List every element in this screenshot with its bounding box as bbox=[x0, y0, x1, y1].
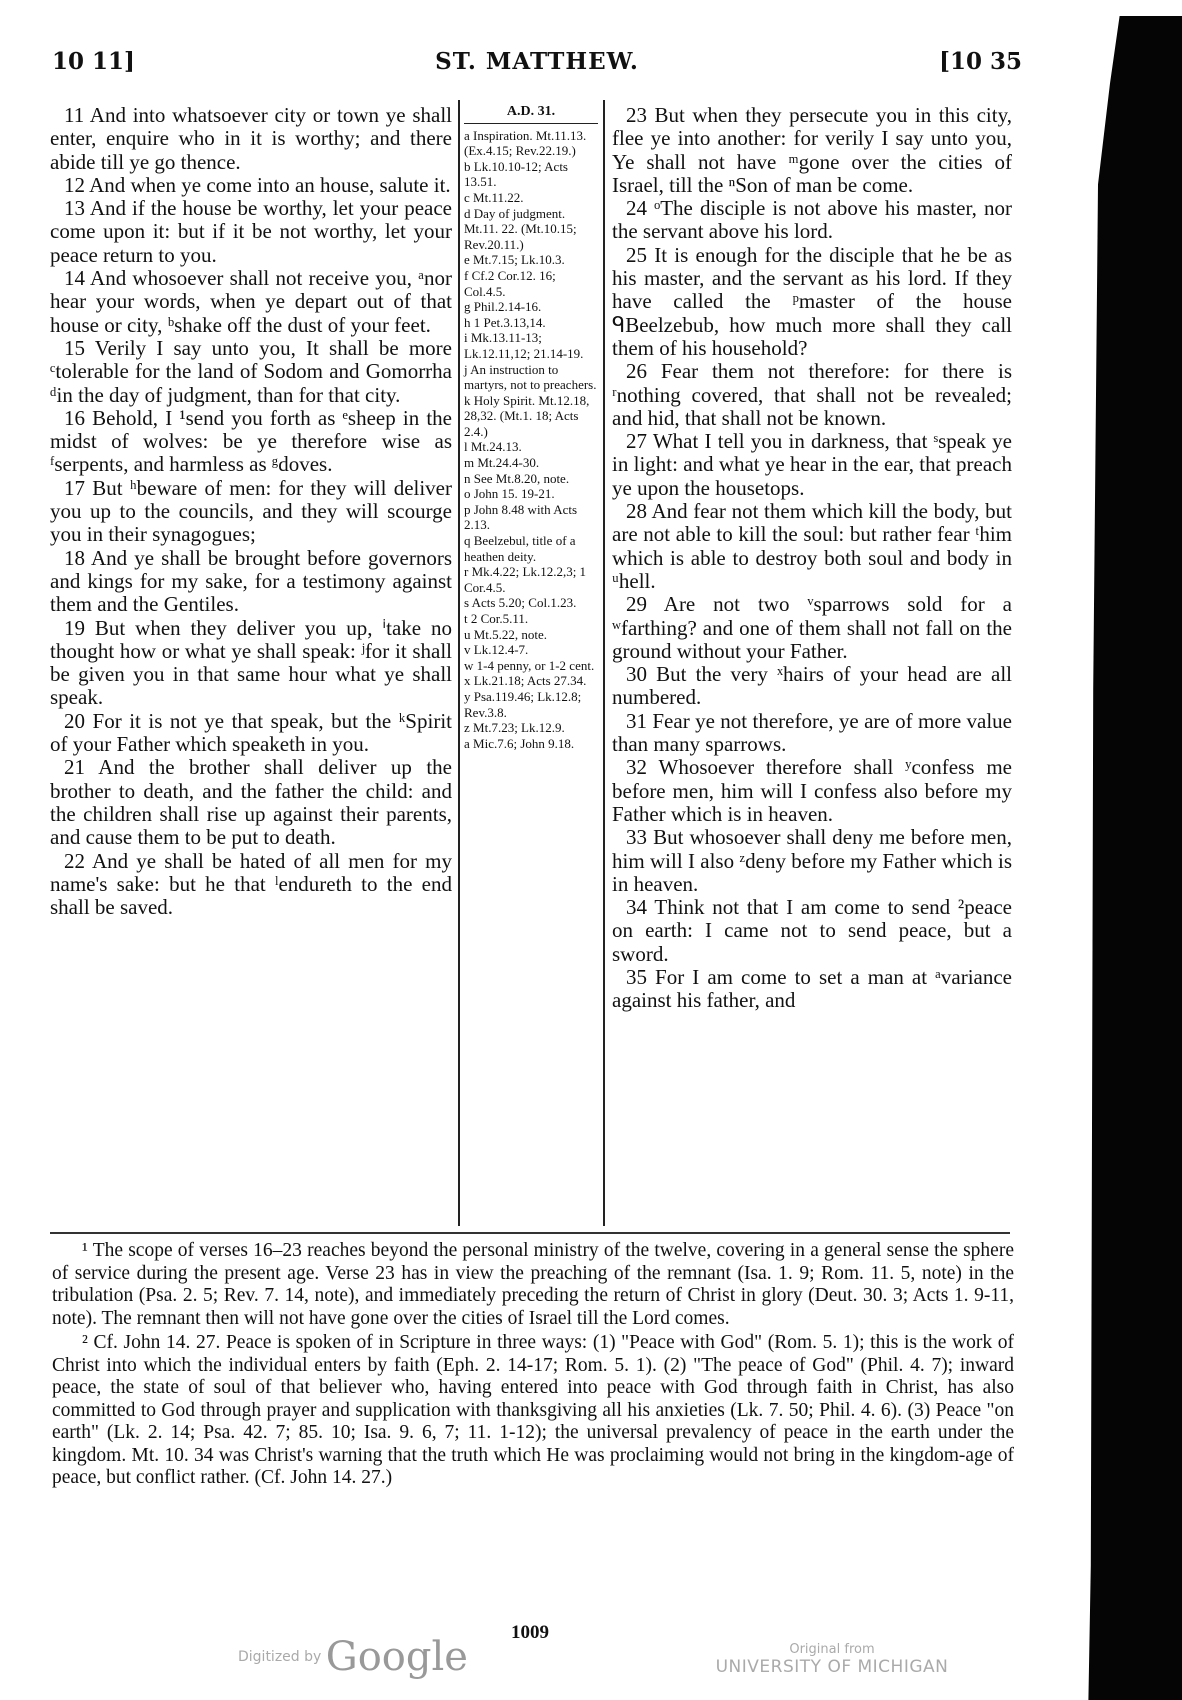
ref-item: l Mt.24.13. bbox=[464, 439, 522, 455]
ref-item: t 2 Cor.5.11. bbox=[464, 611, 529, 626]
ref-item: k Holy Spirit. Mt.12.18, 28,32. (Mt.1. 18; Acts 2.4.) bbox=[464, 392, 590, 439]
verse-22: 22 And ye shall be hated of all men for my name's sake: but he that ˡendureth to the end shall be saved. bbox=[50, 848, 452, 920]
column-rule-left bbox=[458, 100, 460, 1226]
verse-26: 26 Fear them not therefore: for there is ʳnothing covered, that shall not be revealed; and hid, that shall not be known. bbox=[612, 359, 1012, 430]
running-header bbox=[52, 48, 1022, 84]
ref-item: h 1 Pet.3.13,14. bbox=[464, 314, 546, 330]
verse-18: 18 And ye shall be brought before governors and kings for my sake, for a testimony against them and the Gentiles. bbox=[50, 545, 452, 617]
verse-31: 31 Fear ye not therefore, ye are of more value than many sparrows. bbox=[612, 708, 1012, 757]
ref-item: b Lk.10.10-12; Acts 13.51. bbox=[464, 158, 568, 190]
ref-item: a Mic.7.6; John 9.18. bbox=[464, 735, 575, 751]
verse-11: 11 And into whatsoever city or town ye shall enter, enquire who in it is worthy; and there abide till ye go thence. bbox=[50, 103, 452, 174]
ref-item: o John 15. 19-21. bbox=[464, 486, 555, 502]
verse-21: 21 And the brother shall deliver up the brother to death, and the father the child: and the children shall rise up against their parents, and cause them to be put to death. bbox=[50, 755, 452, 850]
verse-20: 20 For it is not ye that speak, but the ᵏSpirit of your Father which speaketh in you. bbox=[50, 708, 452, 757]
verse-32: 32 Whosoever therefore shall ʸconfess me before men, him will I confess also before my Father which is in heaven. bbox=[612, 755, 1012, 826]
footnote-2: ² Cf. John 14. 27. Peace is spoken of in Scripture in three ways: (1) "Peace with God" (Rom. 5. 1); this is the work of Christ into which the individual enters by faith (Eph. 2. 14-17; Rom. 5. 1). (2) "The peace of God" (Phil. 4. 7); inward peace, the state of soul of that believer who, having entered into peace with God through faith in Christ, has also committed to God through prayer and supplication with thanksgiving all his anxieties (Lk. 7. 50; Phil. 4. 6). (3) Peace "on earth" (Lk. 2. 14; Psa. 42. 7; 85. 10; Isa. 9. 6, 7; 11. 1-12); the universal prevalency of peace in the earth under the kingdom. Mt. 10. 34 was Christ's warning that the truth which He was proclaiming would not bring in the kingdom-age of peace, but conflict rather. (Cf. John 14. 27.) bbox=[52, 1332, 1014, 1488]
ref-item: u Mt.5.22, note. bbox=[464, 626, 548, 642]
ref-item: n See Mt.8.20, note. bbox=[464, 470, 570, 486]
verse-14: 14 And whosoever shall not receive you, ᵃnor hear your words, when ye depart out of that house or city, ᵇshake off the dust of your feet. bbox=[50, 266, 452, 337]
ref-item: x Lk.21.18; Acts 27.34. bbox=[464, 673, 587, 689]
source-watermark bbox=[712, 1642, 952, 1677]
verse-35: 35 For I am come to set a man at ᵃvariance against his father, and bbox=[612, 964, 1012, 1013]
ref-item: g Phil.2.14-16. bbox=[464, 299, 542, 315]
ref-item: f Cf.2 Cor.12. 16; Col.4.5. bbox=[464, 267, 556, 299]
verse-15: 15 Verily I say unto you, It shall be more ᶜtolerable for the land of Sodom and Gomorrha ᵈin the day of judgment, than for that city. bbox=[50, 335, 452, 407]
original-from-label: Original from bbox=[789, 1642, 875, 1657]
ref-item: c Mt.11.22. bbox=[464, 189, 524, 205]
verse-25: 25 It is enough for the disciple that he be as his master, and the servant as his lord. If they have called the ᵖmaster of the house ᑫBeelzebub, how much more shall they call them of his household? bbox=[612, 242, 1012, 360]
ref-item: q Beelzebul, title of a heathen deity. bbox=[464, 533, 576, 564]
ref-item: j An instruction to martyrs, not to preachers. bbox=[464, 361, 597, 393]
university-label: UNIVERSITY OF MICHIGAN bbox=[715, 1657, 949, 1677]
page-number: 1009 bbox=[511, 1622, 549, 1643]
ref-item: i Mk.13.11-13; Lk.12.11,12; 21.14-19. bbox=[464, 330, 584, 361]
verse-30: 30 But the very ˣhairs of your head are all numbered. bbox=[612, 662, 1012, 710]
ref-item: r Mk.4.22; Lk.12.2,3; 1 Cor.4.5. bbox=[464, 564, 587, 595]
ref-item: y Psa.119.46; Lk.12.8; Rev.3.8. bbox=[464, 688, 582, 720]
verse-24: 24 ᵒThe disciple is not above his master, nor the servant above his lord. bbox=[612, 196, 1012, 244]
left-column bbox=[50, 104, 452, 1224]
refs-heading: A.D. 31. bbox=[464, 104, 598, 124]
digitized-watermark bbox=[238, 1634, 468, 1680]
footnote-divider bbox=[50, 1232, 1010, 1234]
digitized-label: Digitized by bbox=[238, 1649, 322, 1665]
verse-12: 12 And when ye come into an house, salute it. bbox=[64, 172, 451, 197]
ref-item: z Mt.7.23; Lk.12.9. bbox=[464, 720, 565, 736]
header-title: ST. MATTHEW. bbox=[435, 48, 639, 75]
footnote-1: ¹ The scope of verses 16–23 reaches beyond the personal ministry of the twelve, covering in a general sense the sphere of service during the present age. Verse 23 has in view the preaching of the remnant (Isa. 1. 9; Rom. 11. 5, note) in the tribulation (Psa. 2. 5; Rev. 7. 14, note), and immediately preceding the return of Christ in glory (Deut. 30. 3; Acts 1. 9-11, note). The remnant then will not have gone over the cities of Israel till the Lord comes. bbox=[52, 1240, 1014, 1329]
verse-23: 23 But when they persecute you in this city, flee ye into another: for verily I say unto you, Ye shall not have ᵐgone over the cities of Israel, till the ⁿSon of man be come. bbox=[612, 103, 1012, 197]
column-rule-right bbox=[603, 100, 605, 1226]
google-logo: Google bbox=[325, 1634, 468, 1680]
ref-item: w 1-4 penny, or 1-2 cent. bbox=[464, 657, 595, 673]
verse-33: 33 But whosoever shall deny me before men, him will I also ᶻdeny before my Father which is in heaven. bbox=[612, 825, 1012, 896]
verse-19: 19 But when they deliver you up, ⁱtake no thought how or what ye shall speak: ʲfor it shall be given you in that same hour what ye shall speak. bbox=[50, 615, 452, 710]
verse-29: 29 Are not two ᵛsparrows sold for a ʷfarthing? and one of them shall not fall on the ground without your Father. bbox=[612, 592, 1012, 663]
verse-27: 27 What I tell you in darkness, that ˢspeak ye in light: and what ye hear in the ear, that preach ye upon the housetops. bbox=[612, 429, 1012, 500]
verse-34: 34 Think not that I am come to send ²peace on earth: I came not to send peace, but a sword. bbox=[612, 895, 1012, 966]
verse-16: 16 Behold, I ¹send you forth as ᵉsheep in the midst of wolves: be ye therefore wise as ᶠserpents, and harmless as ᵍdoves. bbox=[50, 405, 452, 477]
ref-item: s Acts 5.20; Col.1.23. bbox=[464, 595, 577, 611]
verse-17: 17 But ʰbeware of men: for they will deliver you up to the councils, and they will scourge you in their synagogues; bbox=[50, 475, 452, 547]
footnotes bbox=[52, 1240, 1014, 1600]
ref-item: p John 8.48 with Acts 2.13. bbox=[464, 501, 578, 533]
binding-edge bbox=[1062, 16, 1182, 1700]
header-right: [10 35 bbox=[939, 48, 1022, 75]
right-column bbox=[612, 104, 1012, 1224]
ref-item: e Mt.7.15; Lk.10.3. bbox=[464, 252, 565, 268]
reference-column bbox=[464, 104, 598, 1224]
ref-item: d Day of judgment. Mt.11. 22. (Mt.10.15; Rev.20.11.) bbox=[464, 205, 577, 252]
ref-item: v Lk.12.4-7. bbox=[464, 642, 529, 658]
verse-13: 13 And if the house be worthy, let your peace come upon it: but if it be not worthy, let your peace return to you. bbox=[50, 196, 452, 267]
header-left: 10 11] bbox=[52, 48, 135, 75]
ref-item: m Mt.24.4-30. bbox=[464, 455, 540, 471]
ref-item: a Inspiration. Mt.11.13. (Ex.4.15; Rev.22.19.) bbox=[464, 127, 587, 159]
verse-28: 28 And fear not them which kill the body, but are not able to kill the soul: but rather fear ᵗhim which is able to destroy both soul and body in ᵘhell. bbox=[612, 499, 1012, 593]
